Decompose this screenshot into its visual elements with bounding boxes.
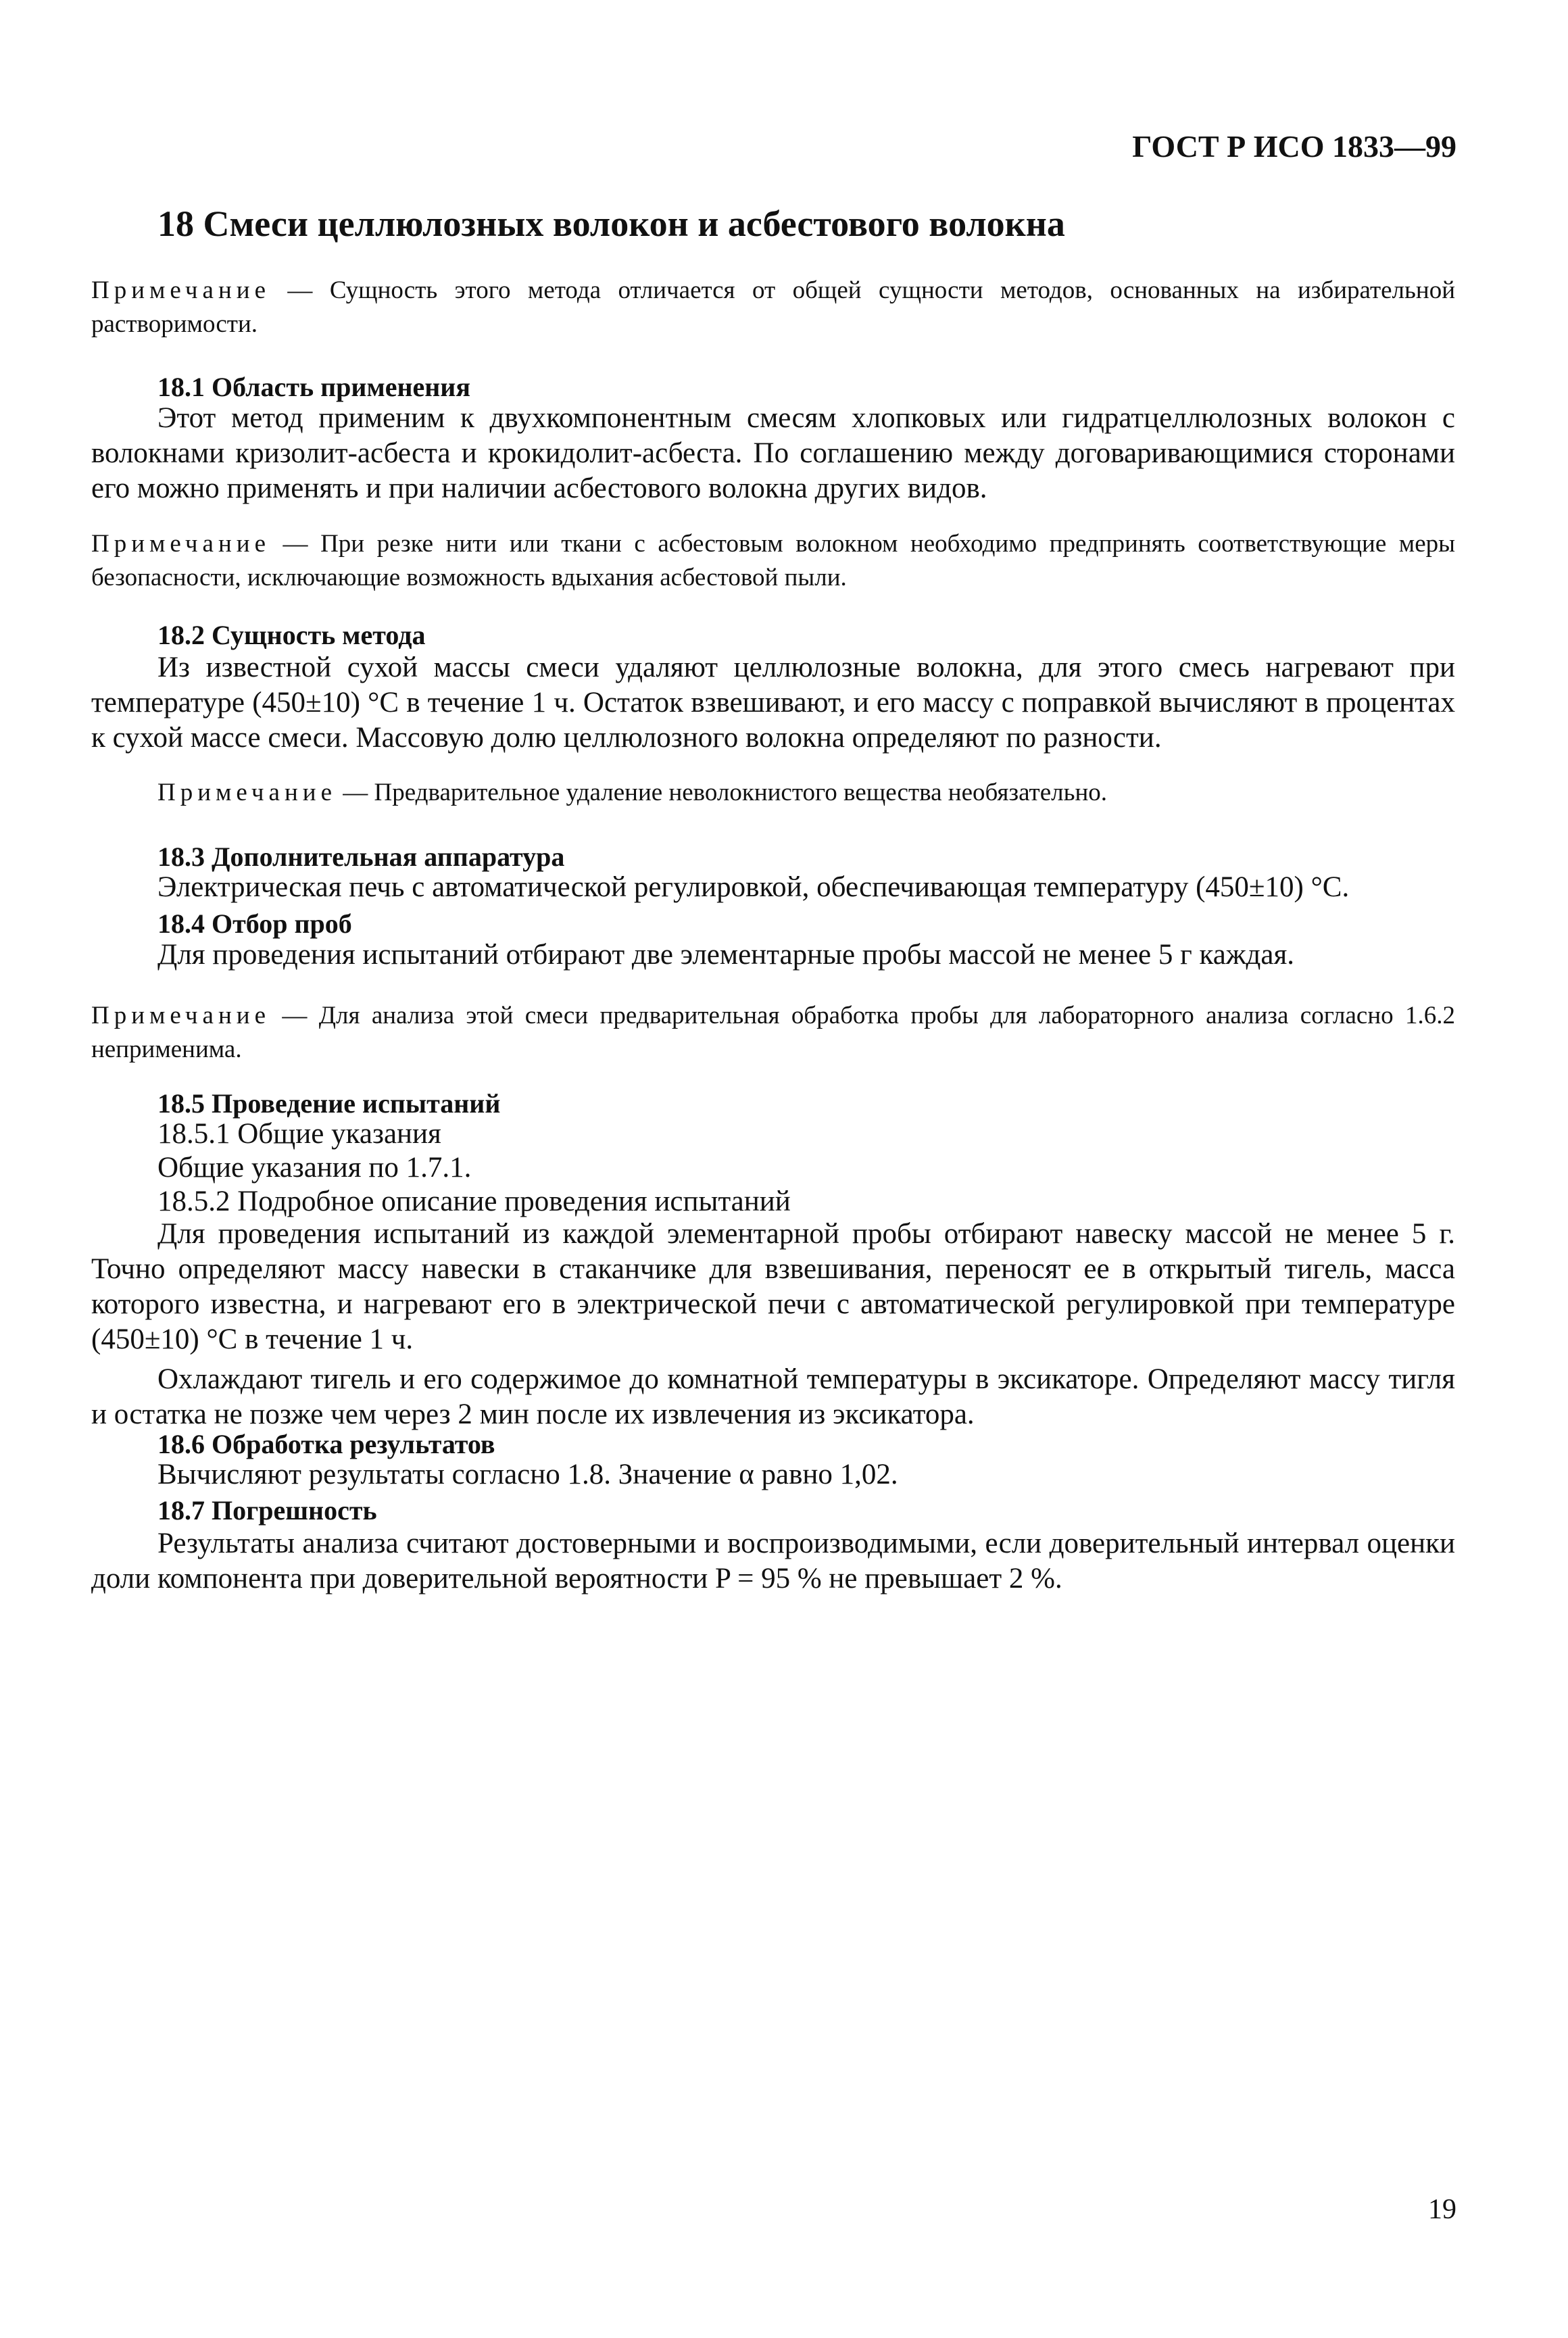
paragraph-18-3: Электрическая печь с автоматической регулировкой, обеспечивающая температуру (450±10) °С. [157,871,1350,903]
note-dash: — [337,779,374,806]
note-label: Примечание [91,530,270,558]
heading-18-3: 18.3 Дополнительная аппаратура [157,842,565,872]
heading-18-5: 18.5 Проведение испытаний [157,1088,501,1119]
note-label: Примечание [157,779,337,806]
paragraph-18-4: Для проведения испытаний отбирают две элементарные пробы массой не менее 5 г каждая. [157,939,1295,971]
paragraph-18-2: Из известной сухой массы смеси удаляют целлюлозные волокна, для этого смесь нагревают при температуре (450±10) °С в течение 1 ч. Остаток взвешивают, и его массу с поправкой вычисляют в процентах к сухой массе смеси. Массовую долю целлюлозного волокна определяют по разности. [91,652,1455,754]
note-4 [91,999,1455,1067]
paragraph-18-6: Вычисляют результаты согласно 1.8. Значение α равно 1,02. [157,1459,898,1490]
heading-18-4: 18.4 Отбор проб [157,908,352,939]
note-dash: — [270,276,330,304]
paragraph-18-7: Результаты анализа считают достоверными и воспроизводимыми, если доверительный интервал оценки доли компонента при доверительной вероятности P = 95 % не превышает 2 %. [91,1528,1455,1594]
paragraph-18-5-1: Общие указания по 1.7.1. [157,1152,472,1184]
subheading-18-5-2: 18.5.2 Подробное описание проведения испытаний [157,1186,791,1217]
heading-18-6: 18.6 Обработка результатов [157,1429,495,1459]
section-title: 18 Смеси целлюлозных волокон и асбестового волокна [157,203,1065,244]
note-label: Примечание [91,276,270,304]
paragraph-18-5-2b: Охлаждают тигель и его содержимое до комнатной температуры в эксикаторе. Определяют массу тигля и остатка не позже чем через 2 мин после их извлечения из эксикатора. [91,1363,1455,1430]
document-code: ГОСТ Р ИСО 1833—99 [1132,129,1456,164]
note-text: При резке нити или ткани с асбестовым волокном необходимо предпринять соответствующие меры безопасности, исключающие возможность вдыхания асбестовой пыли. [91,530,1456,591]
note-text: Сущность этого метода отличается от общей сущности методов, основанных на избирательной растворимости. [91,276,1455,338]
note-1 [91,274,1455,341]
note-label: Примечание [91,1002,270,1029]
paragraph-18-5-2a: Для проведения испытаний из каждой элементарной пробы отбирают навеску массой не менее 5 г. Точно определяют массу навески в стаканчике для взвешивания, переносят ее в открытый тигель, масса которого известна, и нагревают его в электрической печи с автоматической регулировкой при температуре (450±10) °С в течение 1 ч. [91,1218,1455,1355]
note-text: Предварительное удаление неволокнистого вещества необязательно. [374,779,1108,806]
note-dash: — [270,530,321,558]
note-dash: — [270,1002,319,1029]
note-3 [157,776,1455,810]
paragraph-18-1: Этот метод применим к двухкомпонентным смесям хлопковых или гидратцеллюлозных волокон с волокнами кризолит-асбеста и крокидолит-асбеста. По соглашению между договаривающимися сторонами его можно применять и при наличии асбестового волокна других видов. [91,402,1455,504]
page-number: 19 [1428,2194,1456,2225]
heading-18-2: 18.2 Сущность метода [157,620,426,650]
note-2 [91,527,1455,595]
note-text: Для анализа этой смеси предварительная обработка пробы для лабораторного анализа согласно 1.6.2 неприменима. [91,1002,1456,1063]
heading-18-1: 18.1 Область применения [157,372,470,402]
subheading-18-5-1: 18.5.1 Общие указания [157,1118,441,1150]
heading-18-7: 18.7 Погрешность [157,1495,377,1526]
